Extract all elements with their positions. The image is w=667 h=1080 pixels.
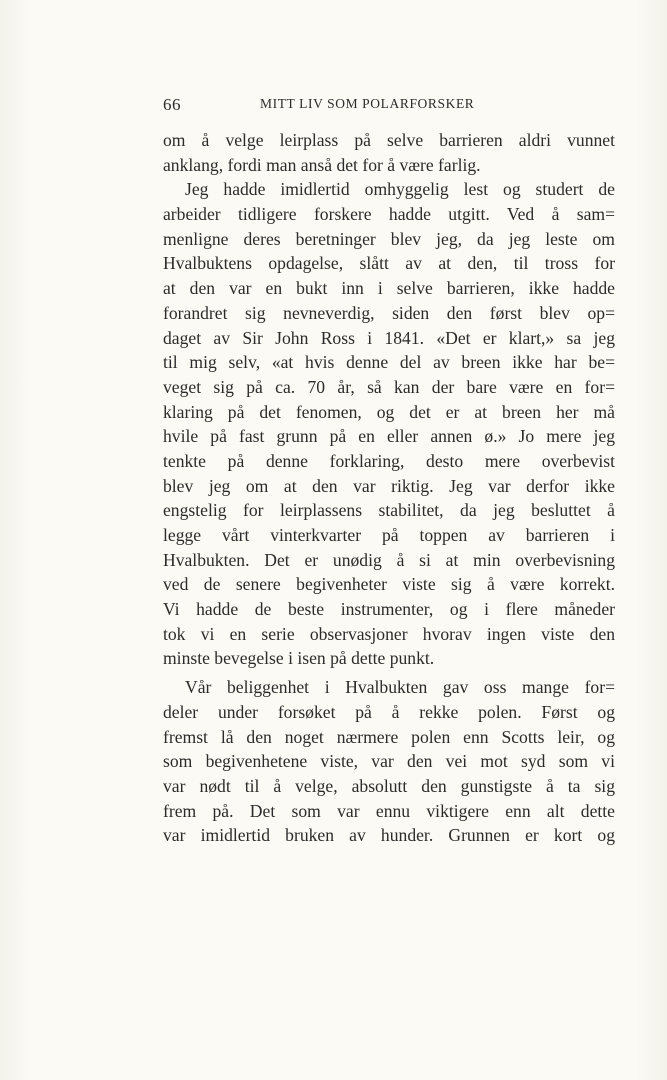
text-line: som begivenhetene viste, var den vei mot syd som vi	[163, 751, 615, 772]
text-line: arbeider tidligere forskere hadde utgitt. Ved å sam=	[163, 204, 615, 225]
text-line: frem på. Det som var ennu viktigere enn alt dette	[163, 800, 615, 821]
text-line: at den var en bukt inn i selve barrieren, ikke hadde	[163, 278, 615, 299]
text-line: blev jeg om at den var riktig. Jeg var derfor ikke	[163, 475, 615, 496]
text-line: hvile på fast grunn på en eller annen ø.» Jo mere jeg	[163, 426, 615, 447]
paragraph	[163, 675, 615, 848]
text-line: var nødt til å velge, absolutt den gunstigste å ta sig	[163, 775, 615, 796]
text-line: ved de senere begivenheter viste sig å være korrekt.	[163, 574, 615, 595]
paragraph	[163, 177, 615, 671]
text-line: tenkte på denne forklaring, desto mere overbevist	[163, 450, 615, 471]
page-number: 66	[163, 95, 181, 114]
text-line: legge vårt vinterkvarter på toppen av barrieren i	[163, 525, 615, 545]
text-line: fremst lå den noget nærmere polen enn Scotts leir, og	[163, 726, 615, 747]
text-line: om å velge leirplass på selve barrieren aldri vunnet	[163, 130, 615, 150]
text-line: anklang, fordi man anså det for å være farlig.	[163, 154, 481, 175]
body-text	[163, 128, 615, 848]
text-line: daget av Sir John Ross i 1841. «Det er klart,» sa jeg	[163, 327, 615, 348]
text-line: deler under forsøket på å rekke polen. Først og	[163, 701, 615, 722]
text-line: engstelig for leirplassens stabilitet, da jeg besluttet å	[163, 500, 615, 521]
text-line: Jeg hadde imidlertid omhyggelig lest og studert de	[185, 179, 615, 200]
text-line: var imidlertid bruken av hunder. Grunnen er kort og	[163, 825, 615, 846]
text-line: Vår beliggenhet i Hvalbukten gav oss mange for=	[185, 677, 615, 698]
page-header	[163, 95, 615, 119]
text-line: Vi hadde de beste instrumenter, og i flere måneder	[163, 599, 615, 620]
text-line: forandret sig nevneverdig, siden den først blev op=	[163, 302, 615, 323]
paragraph	[163, 128, 615, 177]
text-line: menligne deres beretninger blev jeg, da jeg leste om	[163, 228, 615, 249]
text-line: Hvalbukten. Det er unødig å si at min overbevisning	[163, 549, 615, 570]
text-line: veget sig på ca. 70 år, så kan der bare være en for=	[163, 376, 615, 397]
text-line: tok vi en serie observasjoner hvorav ingen viste den	[163, 623, 615, 644]
text-line: minste bevegelse i isen på dette punkt.	[163, 648, 435, 669]
running-title: MITT LIV SOM POLARFORSKER	[260, 96, 475, 111]
text-line: klaring på det fenomen, og det er at breen her må	[163, 401, 615, 422]
text-line: Hvalbuktens opdagelse, slått av at den, til tross for	[163, 253, 615, 274]
text-line: til mig selv, «at hvis denne del av breen ikke har be=	[163, 352, 615, 373]
